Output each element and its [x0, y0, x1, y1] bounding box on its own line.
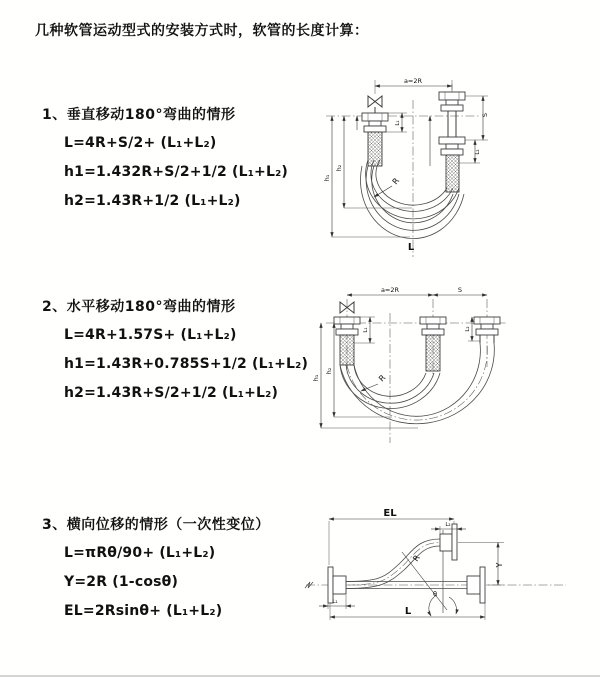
- flange-right-upper: [439, 92, 465, 111]
- dim-label-l2: L₂: [465, 326, 471, 332]
- formula-length: L=4R+1.57S+ (L₁+L₂): [64, 327, 237, 343]
- dimension-h2: [325, 323, 392, 417]
- dimension-radius: [361, 373, 388, 391]
- dim-label-s: S: [457, 286, 463, 294]
- dimension-a2r: [347, 286, 433, 295]
- page-title: 几种软管运动型式的安装方式时，软管的长度计算：: [35, 23, 369, 39]
- flange-right-lower: [439, 137, 465, 155]
- dim-label-length: L: [407, 242, 415, 253]
- flange-upper-displaced: [440, 524, 457, 560]
- dimension-h1: [312, 323, 418, 428]
- dim-label-l1: L₁: [332, 599, 338, 605]
- braided-hose-right: [446, 155, 459, 192]
- formula-h1: h1=1.432R+S/2+1/2 (L₁+L₂): [64, 164, 289, 180]
- dimension-radius: [374, 176, 401, 197]
- flange-middle-position: [420, 317, 446, 335]
- dimension-radius: [402, 552, 447, 610]
- dim-label-r: R: [411, 553, 422, 564]
- dimension-l2: [431, 522, 466, 535]
- dimension-s: [433, 286, 487, 295]
- dim-label-a2r: a=2R: [403, 77, 423, 85]
- hose-bend-position-b: [340, 343, 494, 424]
- flange-left: [362, 113, 388, 132]
- dim-label-length: L: [404, 606, 412, 617]
- formula-length: L=4R+S/2+ (L₁+L₂): [64, 135, 217, 151]
- dim-label-el: EL: [383, 508, 397, 519]
- flange-right-straight: [467, 567, 485, 603]
- hose-s-curve: [346, 539, 440, 589]
- centerlines: [305, 530, 566, 613]
- section-vertical-movement: [42, 104, 312, 211]
- flange-right-position: [474, 317, 500, 335]
- dim-label-y: Y: [495, 562, 504, 568]
- dim-label-s: S: [481, 112, 489, 118]
- dim-label-l1: L₁: [395, 120, 401, 126]
- dim-label-l2: L₂: [445, 522, 451, 528]
- dimension-l1: [319, 595, 355, 609]
- flange-left-fixed: [334, 317, 360, 335]
- dimension-a2r: [375, 77, 452, 94]
- braided-hose-middle: [426, 335, 440, 371]
- dimension-length: [330, 603, 485, 620]
- dim-label-h1: h₁: [323, 174, 331, 182]
- dim-label-h2: h₂: [325, 367, 333, 375]
- section-3-heading: 3、横向位移的情形（一次性变位）: [42, 517, 270, 533]
- section-lateral-displacement: [42, 514, 312, 621]
- section-2-heading: 2、水平移动180°弯曲的情形: [42, 299, 236, 315]
- section-horizontal-movement: [42, 296, 312, 403]
- section-1-heading: 1、垂直移动180°弯曲的情形: [42, 107, 236, 123]
- formula-y: Y=2R (1-cosθ): [64, 574, 179, 590]
- dim-label-h2: h₂: [335, 164, 343, 172]
- flange-left: [328, 567, 346, 603]
- pipe-right: [448, 111, 456, 137]
- dim-label-r: R: [390, 176, 402, 187]
- dim-label-l1: L₁: [363, 327, 369, 333]
- dimension-s: [465, 96, 489, 140]
- dim-label-r: R: [377, 373, 388, 384]
- braided-hose-left: [340, 335, 354, 365]
- diagram-lateral-displacement: [298, 505, 593, 645]
- dimension-el: [329, 508, 454, 565]
- formula-el: EL=2Rsinθ+ (L₁+L₂): [64, 603, 223, 619]
- formula-h1: h1=1.43R+0.785S+1/2 (L₁+L₂): [64, 356, 309, 372]
- diagram-vertical-180-bend: [312, 70, 547, 260]
- valve-icon: [368, 96, 382, 113]
- dim-label-theta: θ: [433, 590, 437, 598]
- formula-h2: h2=1.43R+S/2+1/2 (L₁+L₂): [64, 385, 279, 401]
- dim-label-l2: L₂: [475, 149, 481, 155]
- dim-label-h1: h₁: [312, 374, 320, 382]
- diagram-horizontal-180-bend: [308, 283, 580, 458]
- formula-length: L=πRθ/90+ (L₁+L₂): [64, 545, 216, 561]
- formula-h2: h2=1.43R+1/2 (L₁+L₂): [64, 193, 241, 209]
- dim-label-a2r: a=2R: [380, 286, 400, 294]
